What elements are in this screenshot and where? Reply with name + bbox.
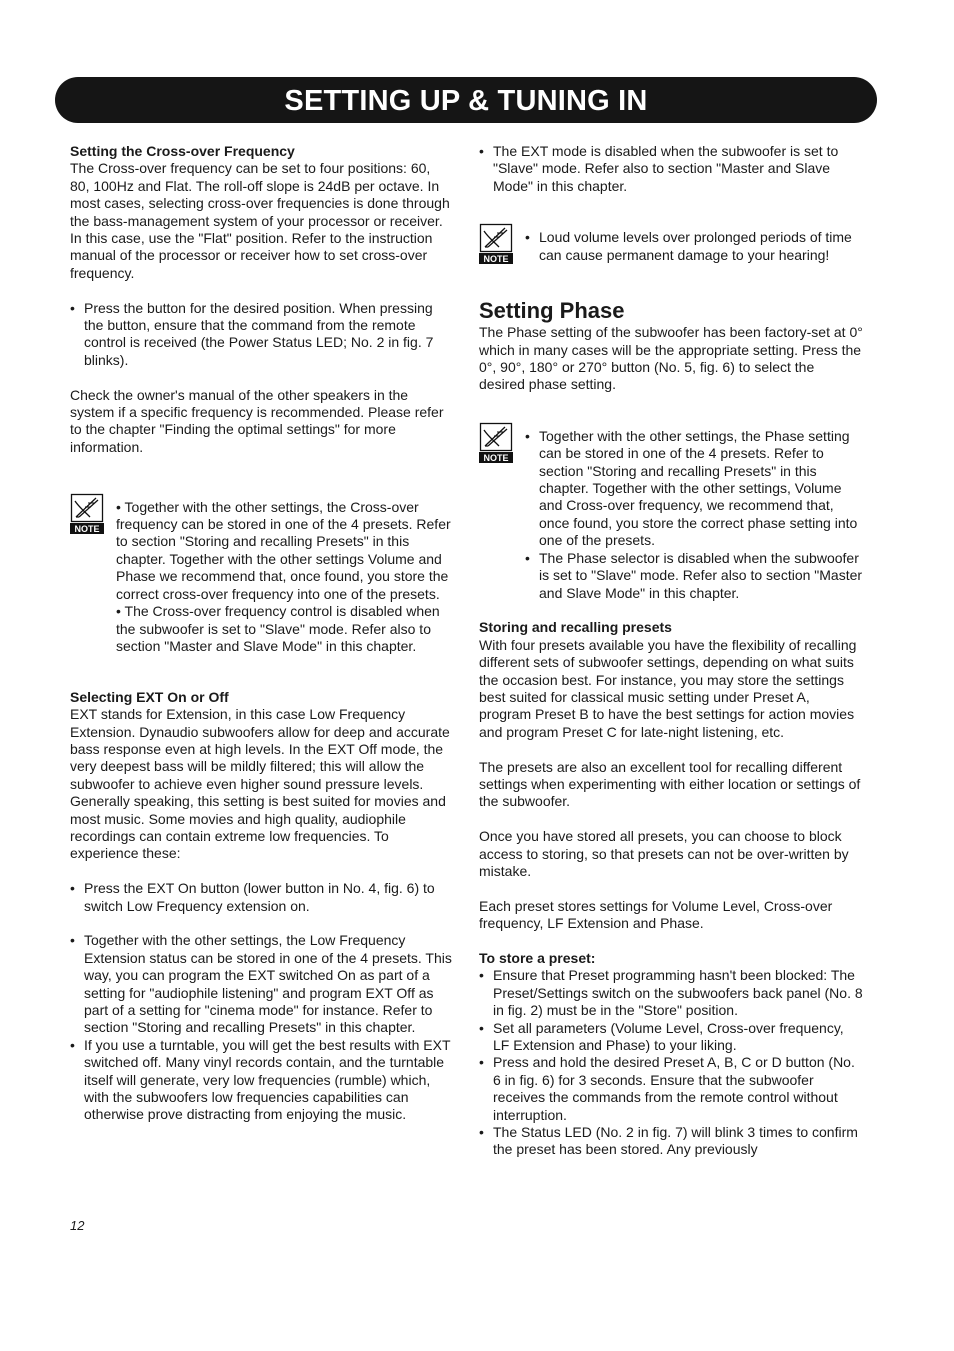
title-banner	[55, 77, 877, 123]
presets-text-1: With four presets available you have the flexibility of recalling different sets of subwoofer settings, depending on what suits the occasion best. For instance, you may store the settings best suited for classical music setting under Preset A, program Preset B to have the best settings for action movies and program Preset C for late-night listening, etc.	[479, 636, 857, 740]
note-icon	[479, 422, 513, 464]
ext-bullet-4: • The EXT mode is disabled when the subwoofer is set to "Slave" mode. Refer also to section "Master and Slave Mode" in this chapter.	[479, 143, 863, 195]
store-bullet-2: • Set all parameters (Volume Level, Cross-over frequency, LF Extension and Phase) to your liking.	[479, 1020, 863, 1055]
right-column	[479, 143, 863, 1159]
crossover-heading: Setting the Cross-over Frequency	[70, 143, 295, 159]
note-label: NOTE	[74, 523, 100, 534]
store-bullet-1: • Ensure that Preset programming hasn't been blocked: The Preset/Settings switch on the subwoofers back panel (No. 8 in fig. 2) must be in the "Store" position.	[479, 967, 863, 1019]
phase-note-2: • The Phase selector is disabled when the subwoofer is set to "Slave" mode. Refer also to section "Master and Slave Mode" in this chapter.	[525, 550, 863, 602]
store-heading: To store a preset:	[479, 949, 596, 966]
presets-text-3: Once you have stored all presets, you can choose to block access to storing, so that presets can not be over-written by mistake.	[479, 828, 849, 879]
presets-text-4: Each preset stores settings for Volume Level, Cross-over frequency, LF Extension and Phase.	[479, 897, 833, 932]
note-label: NOTE	[483, 452, 509, 463]
ext-heading: Selecting EXT On or Off	[70, 688, 229, 705]
crossover-note	[70, 499, 452, 656]
note-label: NOTE	[483, 254, 509, 265]
presets-text-2: The presets are also an excellent tool for recalling different settings when experimenting with either location or settings of the subwoofer.	[479, 758, 861, 810]
phase-note	[479, 428, 863, 602]
volume-note-text: • Loud volume levels over prolonged periods of time can cause permanent damage to your hearing!	[525, 229, 863, 264]
crossover-note-1: • Together with the other settings, the Cross-over frequency can be stored in one of the 4 presets. Refer to section "Storing and recalling Presets" in this chapter. Together with the other settings Volume and Phase we recommend that, once found, you store the correct cross-over frequency into one of the presets.	[116, 498, 451, 602]
volume-note	[479, 229, 863, 265]
store-bullet-4: • The Status LED (No. 2 in fig. 7) will blink 3 times to confirm the preset has been stored. Any previously	[479, 1124, 863, 1159]
left-column	[70, 143, 452, 1124]
crossover-bullet: • Press the button for the desired position. When pressing the button, ensure that the command from the remote control is received (the Power Status LED; No. 2 in fig. 7 blinks).	[70, 300, 452, 370]
ext-bullet-2: • Together with the other settings, the Low Frequency Extension status can be stored in one of the 4 presets. This way, you can program the EXT switched On as part of a setting for "audiophile listening" and program EXT Off as part of a setting for "cinema mode" for instance. Refer to section "Storing and recalling Presets" in this chapter.	[70, 932, 452, 1036]
crossover-check-text: Check the owner's manual of the other speakers in the system if a specific frequency is recommended. Please refer to the chapter "Finding the optimal settings" for more information.	[70, 386, 444, 455]
note-icon	[479, 223, 513, 265]
ext-text: EXT stands for Extension, in this case Low Frequency Extension. Dynaudio subwoofers allow for deep and accurate bass response even at high levels. In the EXT Off mode, the very deepest bass will be mildly filtered; this will allow the subwoofer to achieve even higher sound pressure levels. Generally speaking, this setting is best suited for movies and most music. Some movies and high quality, audiophile recordings can contain extreme low frequencies. To experience these:	[70, 706, 450, 862]
page-title: SETTING UP & TUNING IN	[284, 85, 648, 117]
page-number: 12	[70, 1218, 85, 1233]
note-icon	[70, 493, 104, 535]
phase-heading: Setting Phase	[479, 298, 625, 324]
crossover-note-2: • The Cross-over frequency control is disabled when the subwoofer is set to "Slave" mode. Refer also to section "Master and Slave Mode" in this chapter.	[116, 603, 440, 654]
ext-bullet-1: • Press the EXT On button (lower button in No. 4, fig. 6) to switch Low Frequency extension on.	[70, 880, 452, 915]
crossover-text: The Cross-over frequency can be set to four positions: 60, 80, 100Hz and Flat. The roll-off slope is 24dB per octave. In most cases, selecting cross-over frequencies is done through the bass-management system of your processor or receiver. In this case, use the "Flat" position. Refer to the instruction manual of the processor or receiver how to set cross-over frequency.	[70, 160, 450, 281]
store-bullet-3: • Press and hold the desired Preset A, B, C or D button (No. 6 in fig. 6) for 3 seconds. Ensure that the subwoofer receives the commands from the remote control without interruption.	[479, 1054, 863, 1124]
ext-bullet-3: • If you use a turntable, you will get the best results with EXT switched off. Many vinyl records contain, and the turntable itself will generate, very low frequencies (rumble) which, with the subwoofers low frequencies capabilities can otherwise prove distracting from enjoying the music.	[70, 1037, 452, 1124]
phase-note-1: • Together with the other settings, the Phase setting can be stored in one of the 4 presets. Refer to section "Storing and recalling Presets" in this chapter. Together with the other settings, Volume and Cross-over frequency, we recommend that, once found, you store the correct phase setting into one of the presets.	[525, 428, 863, 550]
phase-text: The Phase setting of the subwoofer has been factory-set at 0° which in many cases will be the appropriate setting. Press the 0°, 90°, 180° or 270° button (No. 5, fig. 6) to select the desired phase setting.	[479, 324, 863, 393]
presets-heading: Storing and recalling presets	[479, 619, 672, 636]
